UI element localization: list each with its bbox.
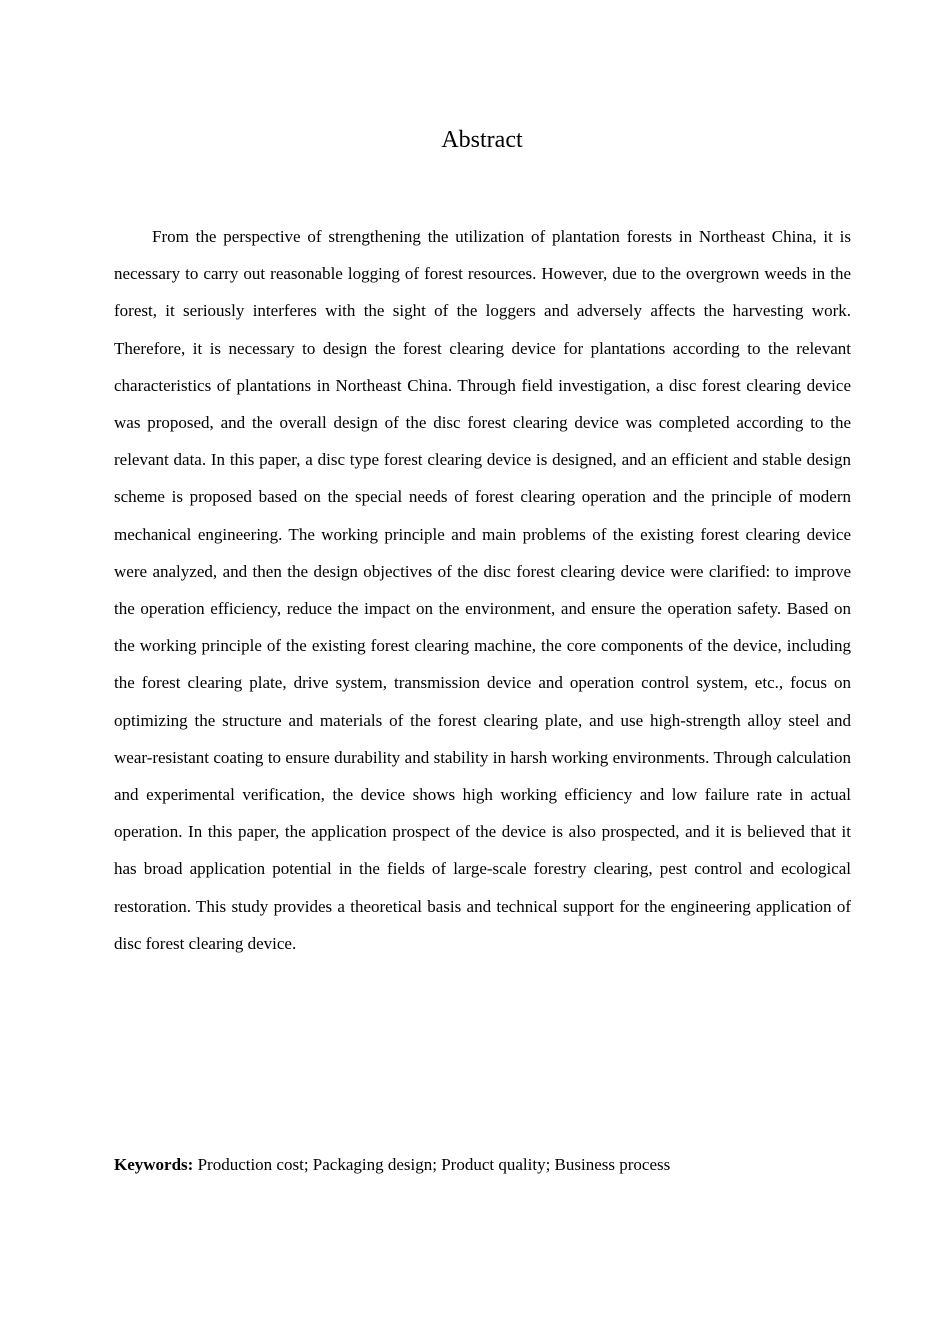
keywords-label: Keywords: (114, 1155, 194, 1174)
keywords-line (114, 1150, 851, 1180)
keywords-text: Production cost; Packaging design; Product quality; Business process (197, 1155, 671, 1174)
page-title: Abstract (441, 127, 523, 153)
abstract-paragraph: From the perspective of strengthening the utilization of plantation forests in Northeast China, it is necessary to carry out reasonable logging of forest resources. However, due to the overgrown weeds in the forest, it seriously interferes with the sight of the loggers and adversely affects the harvesting work. Therefore, it is necessary to design the forest clearing device for plantations according to the relevant characteristics of plantations in Northeast China. Through field investigation, a disc forest clearing device was proposed, and the overall design of the disc forest clearing device was completed according to the relevant data. In this paper, a disc type forest clearing device is designed, and an efficient and stable design scheme is proposed based on the special needs of forest clearing operation and the principle of modern mechanical engineering. The working principle and main problems of the existing forest clearing device were analyzed, and then the design objectives of the disc forest clearing device were clarified: to improve the operation efficiency, reduce the impact on the environment, and ensure the operation safety. Based on the working principle of the existing forest clearing machine, the core components of the device, including the forest clearing plate, drive system, transmission device and operation control system, etc., focus on optimizing the structure and materials of the forest clearing plate, and use high-strength alloy steel and wear-resistant coating to ensure durability and stability in harsh working environments. Through calculation and experimental verification, the device shows high working efficiency and low failure rate in actual operation. In this paper, the application prospect of the device is also prospected, and it is believed that it has broad application potential in the fields of large-scale forestry clearing, pest control and ecological restoration. This study provides a theoretical basis and technical support for the engineering application of disc forest clearing device. (114, 227, 851, 953)
